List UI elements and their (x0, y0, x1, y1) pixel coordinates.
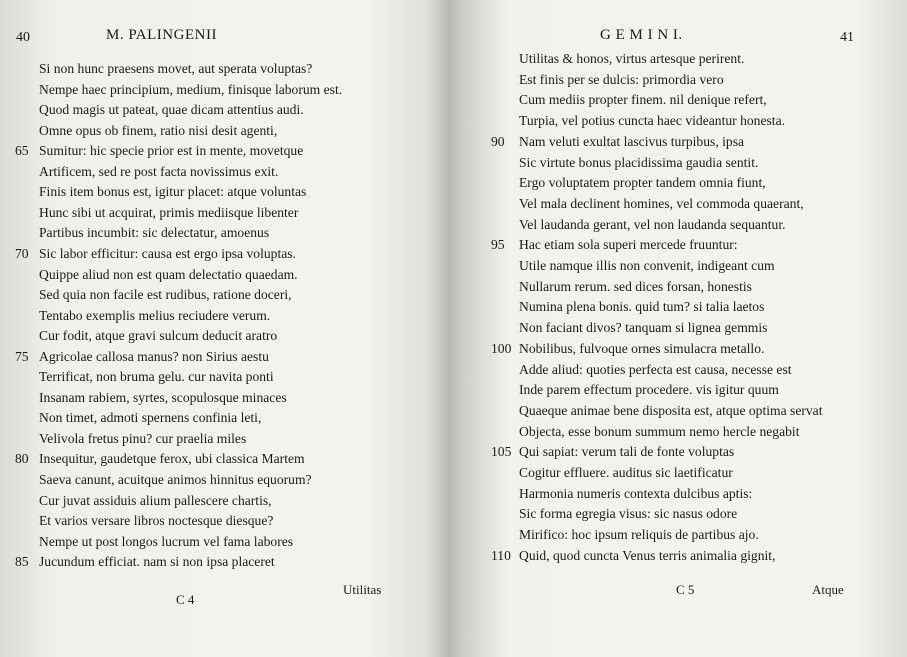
verse-line: Et varios versare libros noctesque diesque? (39, 513, 274, 529)
line-number: 75 (15, 348, 29, 364)
line-number: 85 (15, 554, 29, 570)
verse-line: Hac etiam sola superi mercede fruuntur: (519, 237, 738, 253)
verse-line: Numina plena bonis. quid tum? si talia laetos (519, 299, 765, 315)
line-number: 105 (491, 444, 512, 460)
line-number: 70 (15, 245, 29, 261)
verse-line: Quaeque animae bene disposita est, atque optima servat (519, 402, 823, 418)
verse-line: Sic virtute bonus placidissima gaudia sentit. (519, 154, 759, 170)
verse-line: Jucundum efficiat. nam si non ipsa placeret (39, 554, 275, 570)
left-page (0, 0, 450, 657)
verse-line: Finis item bonus est, igitur placet: atque voluntas (39, 184, 307, 200)
verse-line: Nempe ut post longos lucrum vel fama labores (39, 533, 294, 549)
verse-line: Nam veluti exultat lascivus turpibus, ipsa (519, 133, 745, 149)
line-number: 100 (491, 340, 512, 356)
line-number: 110 (491, 547, 511, 563)
verse-line: Sumitur: hic specie prior est in mente, movetque (39, 143, 304, 159)
verse-line: Insequitur, gaudetque ferox, ubi classica Martem (39, 451, 305, 467)
verse-line: Qui sapiat: verum tali de fonte voluptas (519, 444, 735, 460)
verse-line: Turpia, vel potius cuncta haec videantur honesta. (519, 113, 786, 129)
page-number: 40 (16, 30, 30, 45)
verse-line: Quid, quod cuncta Venus terris animalia gignit, (519, 547, 776, 563)
verse-line: Quippe aliud non est quam delectatio quaedam. (39, 266, 298, 282)
verse-line: Saeva canunt, acuitque animos hinnitus equorum? (39, 472, 312, 487)
verse-line: Insanam rabiem, syrtes, scopulosque minaces (39, 389, 287, 405)
line-number: 95 (491, 237, 505, 253)
right-page (452, 0, 907, 657)
verse-line: Cur juvat assiduis alium pallescere chartis, (39, 492, 272, 508)
verse-line: Cogitur effluere. auditus sic laetificatur (519, 465, 733, 480)
verse-line: Sic labor efficitur: causa est ergo ipsa voluptas. (39, 245, 296, 261)
verse-line: Hunc sibi ut acquirat, primis mediisque libenter (39, 204, 299, 220)
running-head: M. PALINGENII (106, 27, 217, 43)
verse-line: Si non hunc praesens movet, aut sperata voluptas? (39, 61, 313, 76)
verse-line: Terrificat, non bruma gelu. cur navita ponti (39, 369, 274, 385)
verse-line: Vel mala declinent homines, vel commoda quaerant, (519, 195, 804, 211)
line-number: 65 (15, 143, 29, 159)
line-number: 90 (491, 133, 505, 149)
verse-line: Omne opus ob finem, ratio nisi desit agenti, (39, 122, 278, 138)
page-number: 41 (840, 30, 854, 45)
verse-line: Utilitas & honos, virtus artesque perirent. (519, 51, 745, 66)
verse-line: Tentabo exemplis melius reciudere verum. (39, 307, 271, 323)
verse-line: Utile namque illis non convenit, indigeant cum (519, 258, 775, 273)
verse-line: Quod magis ut pateat, quae dicam attentius audi. (39, 102, 304, 118)
verse-line: Sed quia non facile est rudibus, ratione doceri, (39, 287, 292, 303)
verse-line: Adde aliud: quoties perfecta est causa, necesse est (519, 361, 792, 377)
verse-line: Vel laudanda gerant, vel non laudanda sequantur. (519, 216, 786, 232)
verse-line: Inde parem effectum procedere. vis igitur quum (519, 382, 779, 398)
verse-line: Artificem, sed re post facta novissimus exit. (39, 163, 279, 179)
verse-line: Non faciant divos? tanquam si lignea gemmis (519, 320, 768, 336)
verse-line: Est finis per se dulcis: primordia vero (519, 71, 724, 87)
catchword: Atque (812, 582, 844, 597)
verse-line: Ergo voluptatem propter tandem omnia fiunt, (519, 175, 766, 191)
running-head: G E M I N I. (600, 27, 683, 43)
verse-line: Agricolae callosa manus? non Sirius aestu (39, 348, 269, 364)
verse-line: Partibus incumbit: sic delectatur, amoenus (39, 225, 270, 241)
verse-line: Non timet, admoti spernens confinia leti, (39, 410, 262, 426)
verse-line: Cum mediis propter finem. nil denique refert, (519, 92, 767, 108)
catchword: Utilitas (343, 582, 382, 597)
verse-line: Cur fodit, atque gravi sulcum deducit aratro (39, 328, 278, 344)
verse-line: Nobilibus, fulvoque ornes simulacra metallo. (519, 340, 765, 356)
verse-line: Harmonia numeris contexta dulcibus aptis: (519, 485, 753, 501)
verse-line: Mirifico: hoc ipsum reliquis de partibus ajo. (519, 527, 759, 543)
line-number: 80 (15, 451, 29, 467)
signature-mark: C 4 (176, 592, 195, 607)
verse-line: Nempe haec principium, medium, finisque laborum est. (39, 81, 343, 97)
verse-line: Velivola fretus pinu? cur praelia miles (39, 430, 247, 446)
verse-line: Sic forma egregia visus: sic nasus odore (519, 506, 738, 522)
signature-mark: C 5 (676, 582, 695, 597)
verse-line: Objecta, esse bonum summum nemo hercle negabit (519, 423, 800, 439)
verse-line: Nullarum rerum. sed dices forsan, honestis (519, 278, 752, 294)
